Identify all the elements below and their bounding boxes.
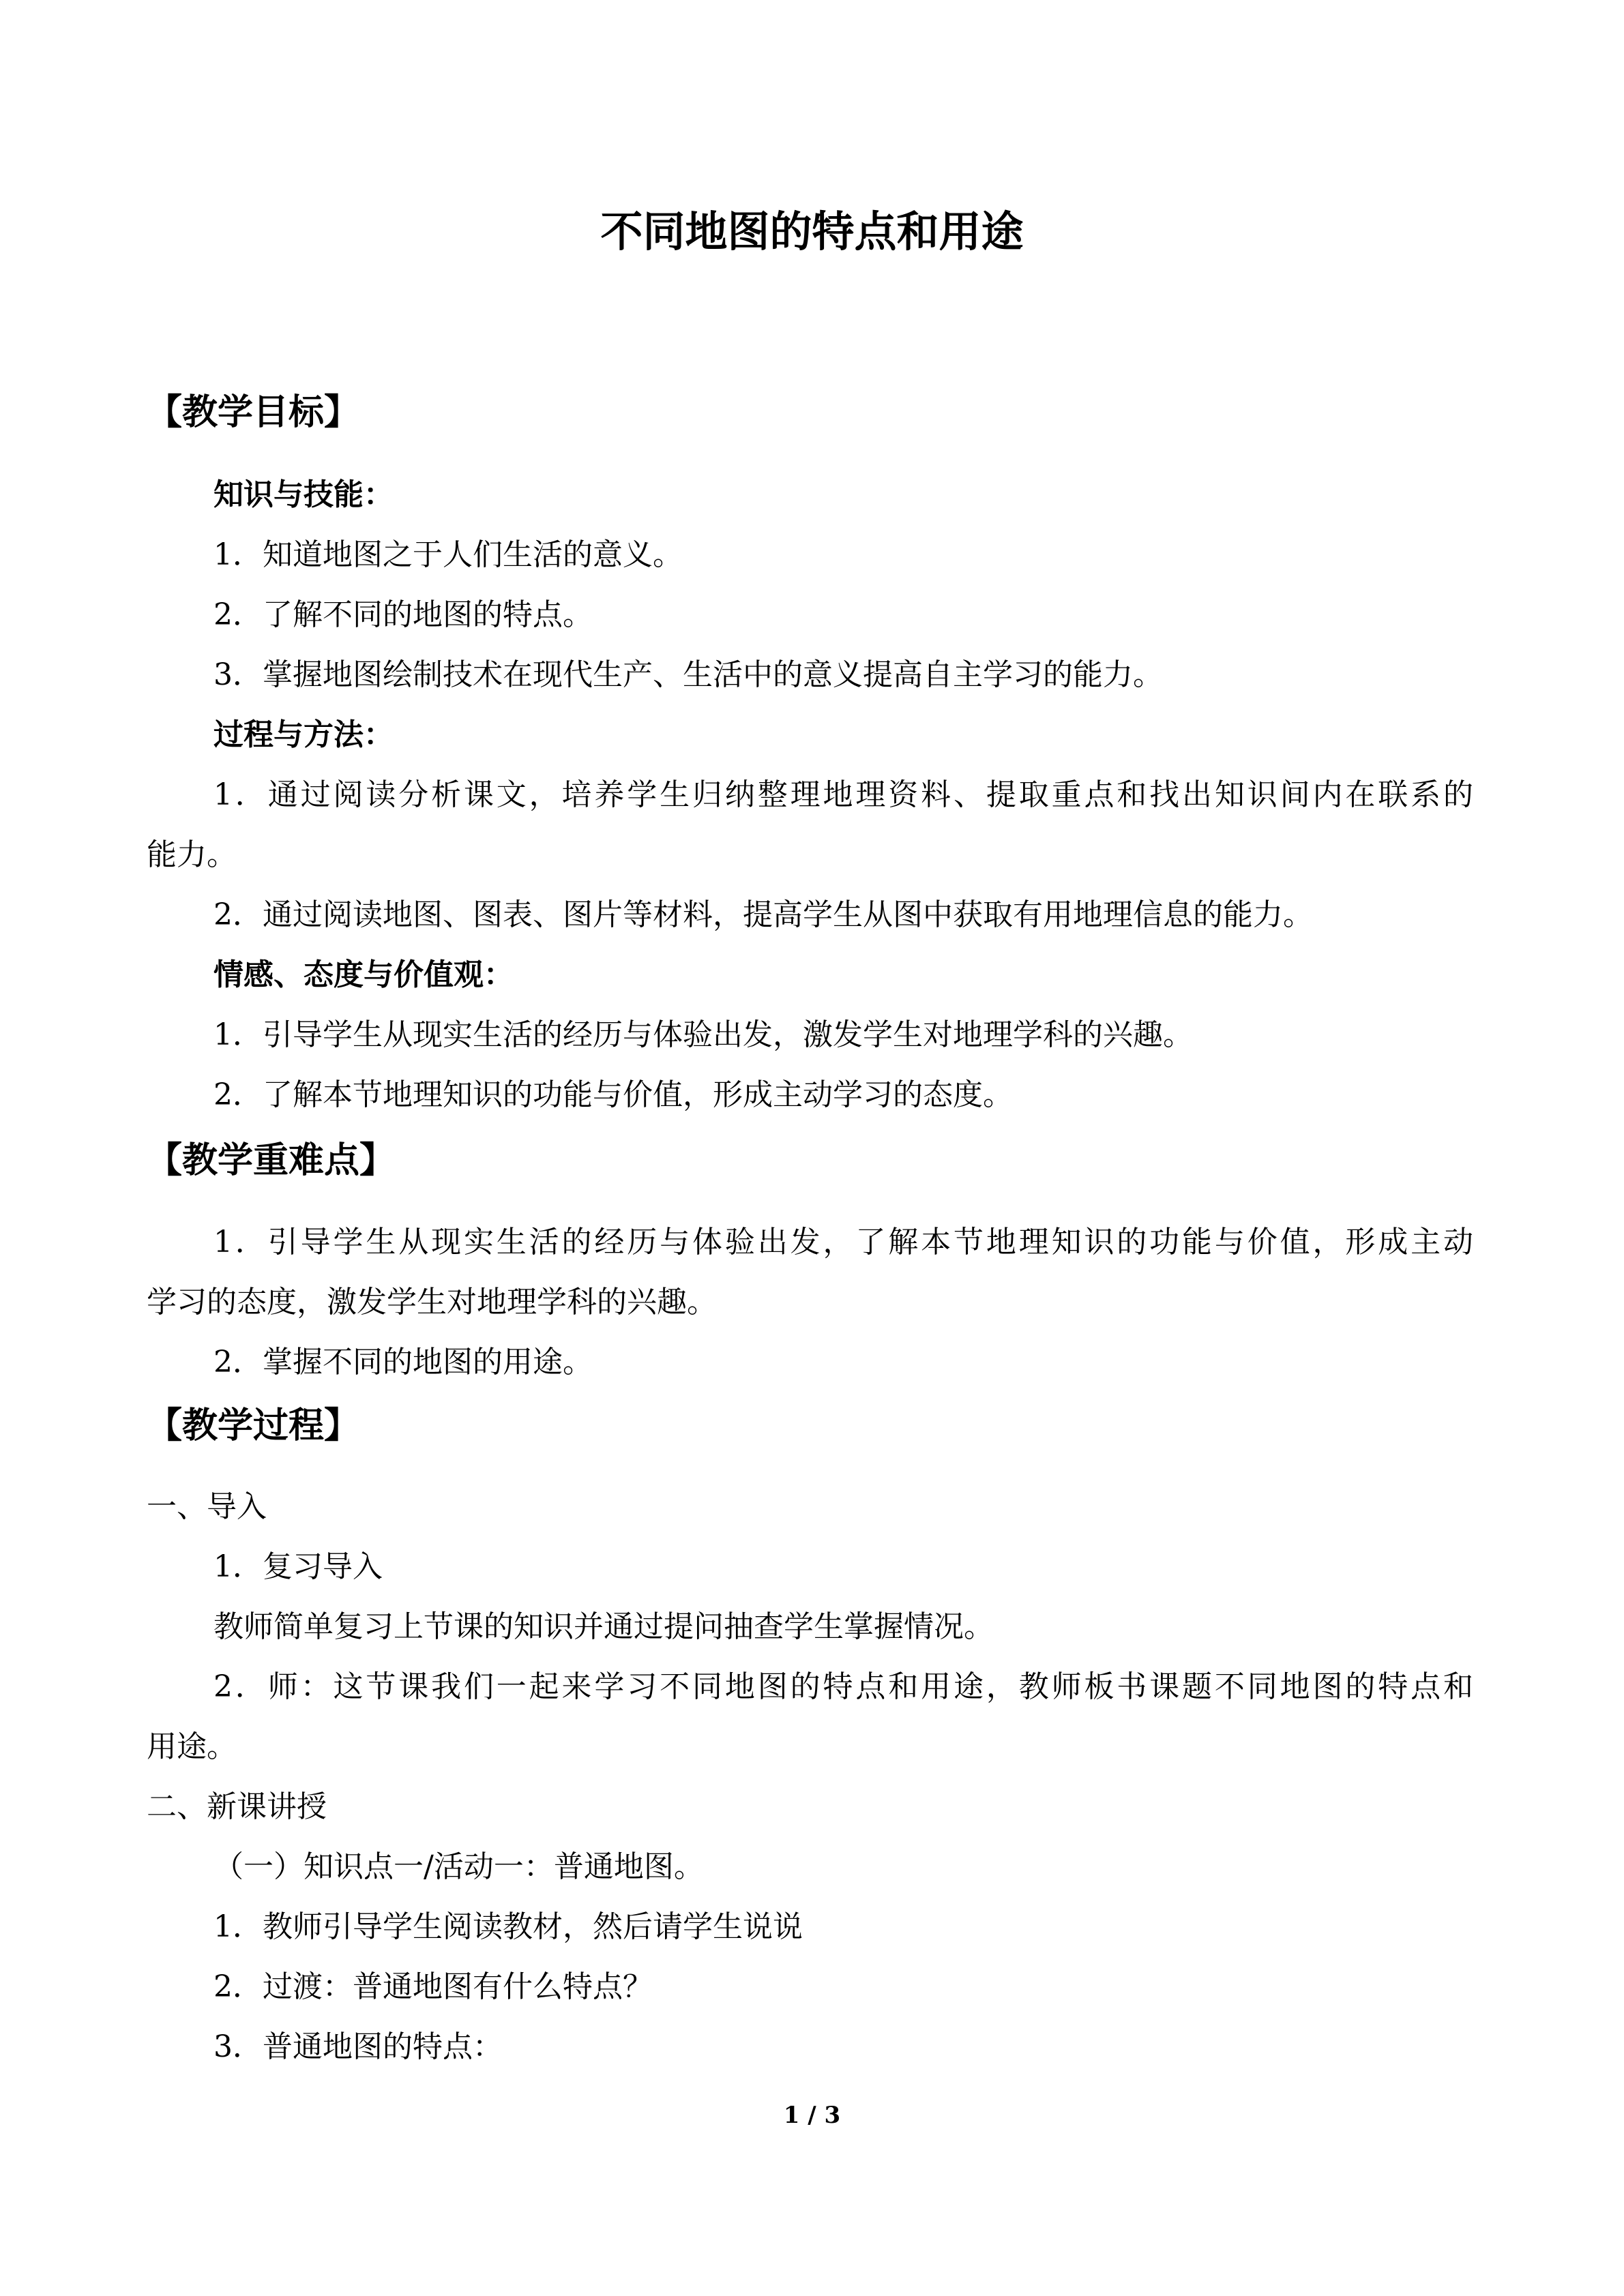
review-description: 教师简单复习上节课的知识并通过提问抽查学生掌握情况。 (213, 1609, 994, 1644)
knowledge-item-1: 1．知道地图之于人们生活的意义。 (213, 537, 683, 572)
process-label: 过程与方法： (213, 717, 394, 752)
process-item-1-line-1: 1．通过阅读分析课文，培养学生归纳整理地理资料、提取重点和找出知识间内在联系的 (213, 777, 1473, 812)
heading-process: 【教学过程】 (147, 1405, 360, 1446)
step-2: 2．过渡：普通地图有什么特点？ (213, 1969, 653, 2004)
process-item-2: 2．通过阅读地图、图表、图片等材料，提高学生从图中获取有用地理信息的能力。 (213, 897, 1313, 932)
emotion-label: 情感、态度与价值观： (213, 957, 514, 992)
key-point-1-line-2: 学习的态度，激发学生对地理学科的兴趣。 (147, 1285, 717, 1320)
teacher-line-2: 用途。 (147, 1729, 237, 1764)
process-part-1: 一、导入 (147, 1489, 267, 1524)
knowledge-label: 知识与技能： (213, 477, 394, 512)
knowledge-item-2: 2．了解不同的地图的特点。 (213, 597, 593, 632)
step-1: 1．教师引导学生阅读教材，然后请学生说说 (213, 1909, 803, 1944)
key-point-2: 2．掌握不同的地图的用途。 (213, 1345, 593, 1380)
review-intro: 1．复习导入 (213, 1549, 383, 1584)
process-item-1-line-2: 能力。 (147, 837, 237, 872)
emotion-item-1: 1．引导学生从现实生活的经历与体验出发，激发学生对地理学科的兴趣。 (213, 1017, 1193, 1052)
step-3: 3．普通地图的特点： (213, 2029, 503, 2064)
heading-objectives: 【教学目标】 (147, 391, 360, 433)
page-number: 1 / 3 (783, 2102, 841, 2129)
process-part-2: 二、新课讲授 (147, 1789, 327, 1824)
emotion-item-2: 2．了解本节地理知识的功能与价值，形成主动学习的态度。 (213, 1077, 1013, 1112)
teacher-line-1: 2．师：这节课我们一起来学习不同地图的特点和用途，教师板书课题不同地图的特点和 (213, 1669, 1473, 1704)
knowledge-point-1: （一）知识点一/活动一：普通地图。 (213, 1849, 704, 1884)
key-point-1-line-1: 1．引导学生从现实生活的经历与体验出发，了解本节地理知识的功能与价值，形成主动 (213, 1225, 1473, 1259)
knowledge-item-3: 3．掌握地图绘制技术在现代生产、生活中的意义提高自主学习的能力。 (213, 657, 1163, 692)
page-title: 不同地图的特点和用途 (600, 207, 1024, 256)
heading-key-points: 【教学重难点】 (147, 1139, 396, 1181)
